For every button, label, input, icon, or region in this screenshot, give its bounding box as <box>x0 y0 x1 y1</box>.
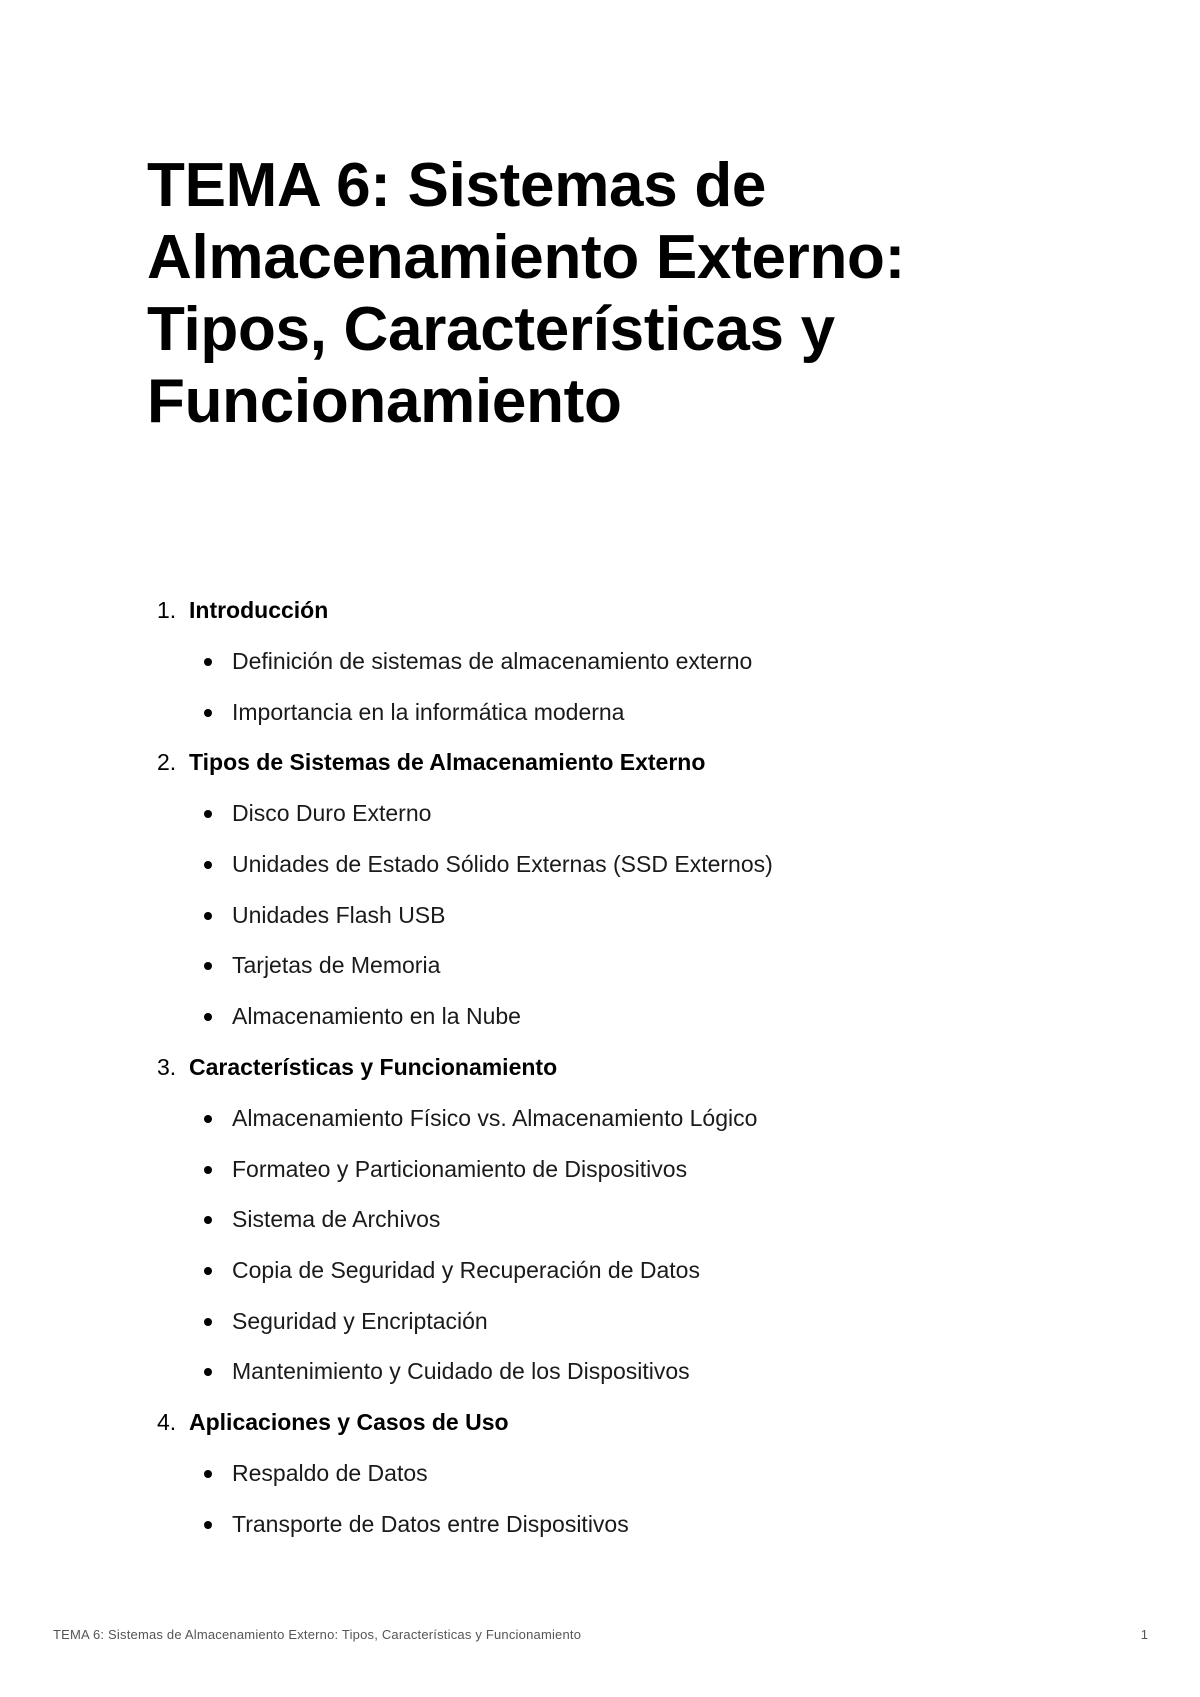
section-title: Aplicaciones y Casos de Uso <box>189 1408 509 1435</box>
section-number: 2. <box>157 749 177 776</box>
list-item <box>147 1346 1047 1397</box>
bullet-icon <box>204 1521 212 1529</box>
section-items <box>147 636 1047 737</box>
page-footer: TEMA 6: Sistemas de Almacenamiento Externo: Tipos, Características y Funcionamiento <box>53 1627 582 1642</box>
table-of-contents <box>147 585 1047 1549</box>
list-item-text: Copia de Seguridad y Recuperación de Datos <box>232 1256 700 1283</box>
bullet-icon <box>204 810 212 818</box>
list-item-text: Importancia en la informática moderna <box>232 698 625 725</box>
list-item-text: Almacenamiento en la Nube <box>232 1003 521 1030</box>
bullet-icon <box>204 962 212 970</box>
list-item <box>147 890 1047 941</box>
list-item <box>147 636 1047 687</box>
list-item-text: Seguridad y Encriptación <box>232 1307 488 1334</box>
list-item <box>147 940 1047 991</box>
bullet-icon <box>204 709 212 717</box>
list-item-text: Disco Duro Externo <box>232 800 432 827</box>
section-items <box>147 788 1047 1041</box>
bullet-icon <box>204 1267 212 1275</box>
list-item <box>147 1093 1047 1144</box>
list-item <box>147 1194 1047 1245</box>
list-item <box>147 687 1047 738</box>
toc-section <box>147 1397 1047 1549</box>
bullet-icon <box>204 1166 212 1174</box>
list-item-text: Formateo y Particionamiento de Dispositivos <box>232 1155 688 1182</box>
section-number: 4. <box>157 1408 177 1435</box>
bullet-icon <box>204 658 212 666</box>
list-item-text: Respaldo de Datos <box>232 1459 428 1486</box>
list-item-text: Mantenimiento y Cuidado de los Dispositivos <box>232 1358 690 1385</box>
bullet-icon <box>204 1115 212 1123</box>
section-heading <box>147 585 1047 636</box>
toc-section <box>147 585 1047 737</box>
section-title: Tipos de Sistemas de Almacenamiento Externo <box>189 749 706 776</box>
list-item <box>147 1144 1047 1195</box>
bullet-icon <box>204 1368 212 1376</box>
document-title: TEMA 6: Sistemas de Almacenamiento Externo: Tipos, Características y Funcionamiento <box>147 151 905 436</box>
section-number: 1. <box>157 597 177 623</box>
list-item <box>147 1448 1047 1499</box>
list-item <box>147 839 1047 890</box>
toc-section <box>147 1042 1047 1397</box>
section-title: Introducción <box>189 597 329 623</box>
section-items <box>147 1093 1047 1397</box>
list-item-text: Unidades de Estado Sólido Externas (SSD Externos) <box>232 851 773 878</box>
bullet-icon <box>204 1470 212 1478</box>
list-item-text: Sistema de Archivos <box>232 1206 441 1233</box>
bullet-icon <box>204 1318 212 1326</box>
bullet-icon <box>204 1216 212 1224</box>
section-heading <box>147 1397 1047 1448</box>
page-number: 1 <box>1140 1627 1148 1642</box>
section-number: 3. <box>157 1053 177 1080</box>
list-item-text: Unidades Flash USB <box>232 901 446 928</box>
section-heading <box>147 737 1047 788</box>
list-item <box>147 1296 1047 1347</box>
list-item-text: Tarjetas de Memoria <box>232 952 441 979</box>
section-heading <box>147 1042 1047 1093</box>
list-item-text: Definición de sistemas de almacenamiento externo <box>232 648 753 674</box>
list-item <box>147 788 1047 839</box>
list-item-text: Almacenamiento Físico vs. Almacenamiento Lógico <box>232 1104 758 1131</box>
list-item-text: Transporte de Datos entre Dispositivos <box>232 1510 629 1537</box>
bullet-icon <box>204 1013 212 1021</box>
section-title: Características y Funcionamiento <box>189 1053 558 1080</box>
list-item <box>147 1499 1047 1550</box>
bullet-icon <box>204 912 212 920</box>
list-item <box>147 1245 1047 1296</box>
section-items <box>147 1448 1047 1549</box>
list-item <box>147 991 1047 1042</box>
bullet-icon <box>204 861 212 869</box>
toc-section <box>147 737 1047 1041</box>
